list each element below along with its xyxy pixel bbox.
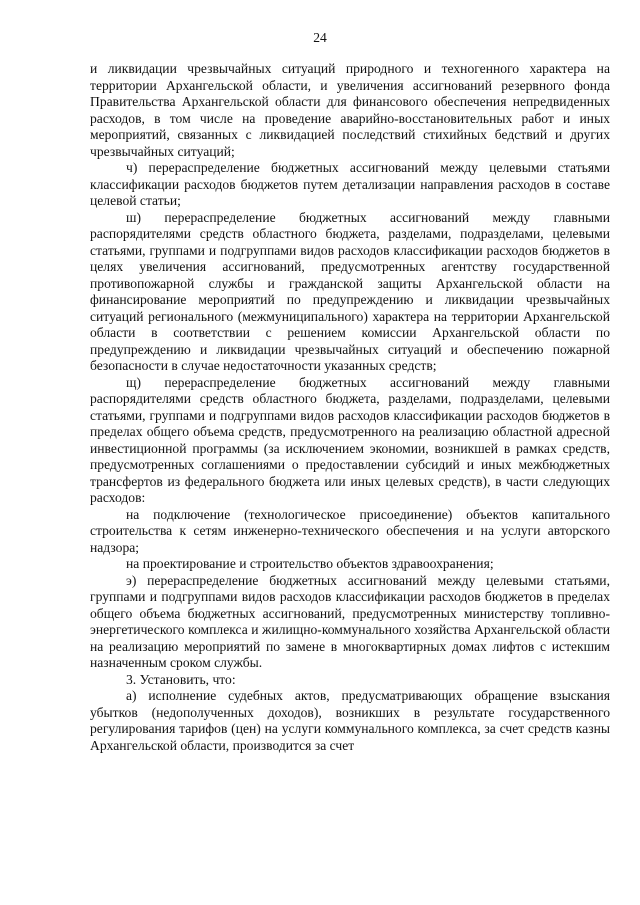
page-number: 24 (313, 30, 327, 45)
paragraph-expense-healthcare: на проектирование и строительство объектов здравоохранения; (126, 556, 494, 571)
paragraph-item-shch: щ) перераспределение бюджетных ассигнований между главными распорядителями средств областного бюджета, разделами, подразделами, целевыми статьями, группами и подгруппами видов расходов классификации расходов бюджетов в пределах общего объема средств, предусмотренного на реализацию областной адресной инвестиционной программы (за исключением экономии, возникшей в рамках средств, предусмотренных соглашениями о предоставлении субсидий и иных межбюджетных трансфертов из федерального бюджета или иных целевых средств), в части следующих расходов: (90, 374, 610, 505)
paragraph-continuation: и ликвидации чрезвычайных ситуаций природного и техногенного характера на территории Архангельской области, и увеличения ассигнований резервного фонда Правительства Архангельской области для финансового обеспечения непредвиденных расходов, в том числе на проведение аварийно-восстановительных работ и иных мероприятий, связанных с ликвидацией последствий стихийных бедствий и других чрезвычайных ситуаций; (90, 61, 610, 159)
paragraph-section-3: 3. Установить, что: (126, 671, 236, 687)
paragraph-expense-connection: на подключение (технологическое присоединение) объектов капитального строительства к сетям инженерно-технического обеспечения и на услуги авторского надзора; (90, 506, 610, 555)
paragraph-item-sh: ш) перераспределение бюджетных ассигнований между главными распорядителями средств областного бюджета, разделами, подразделами, целевыми статьями, группами и подгруппами видов расходов классификации расходов бюджетов в целях увеличения ассигнований, предусмотренных агентству государственной противопожарной службы и гражданской защиты Архангельской области на финансирование мероприятий по предупреждению и ликвидации чрезвычайных ситуаций регионального (межмуниципального) характера на территории Архангельской области в соответствии с решением комиссии Архангельской области по предупреждению и ликвидации чрезвычайных ситуаций и обеспечению пожарной безопасности в случае недостаточности указанных средств; (90, 209, 610, 373)
document-body (90, 61, 610, 754)
paragraph-item-ch: ч) перераспределение бюджетных ассигнований между целевыми статьями классификации расходов бюджетов путем детализации направления расходов в составе целевой статьи; (90, 160, 610, 208)
paragraph-item-a: а) исполнение судебных актов, предусматривающих обращение взыскания убытков (недополученных доходов), возникших в результате государственного регулирования тарифов (цен) на услуги коммунального комплекса, за счет средств казны Архангельской области, производится за счет (90, 688, 610, 753)
paragraph-item-e: э) перераспределение бюджетных ассигнований между целевыми статьями, группами и подгруппами видов расходов классификации расходов бюджетов в пределах общего объема бюджетных ассигнований, предусмотренных министерству топливно-энергетического комплекса и жилищно-коммунального хозяйства Архангельской области на реализацию мероприятий по замене в многоквартирных домах лифтов с истекшим назначенным сроком службы. (90, 572, 610, 670)
